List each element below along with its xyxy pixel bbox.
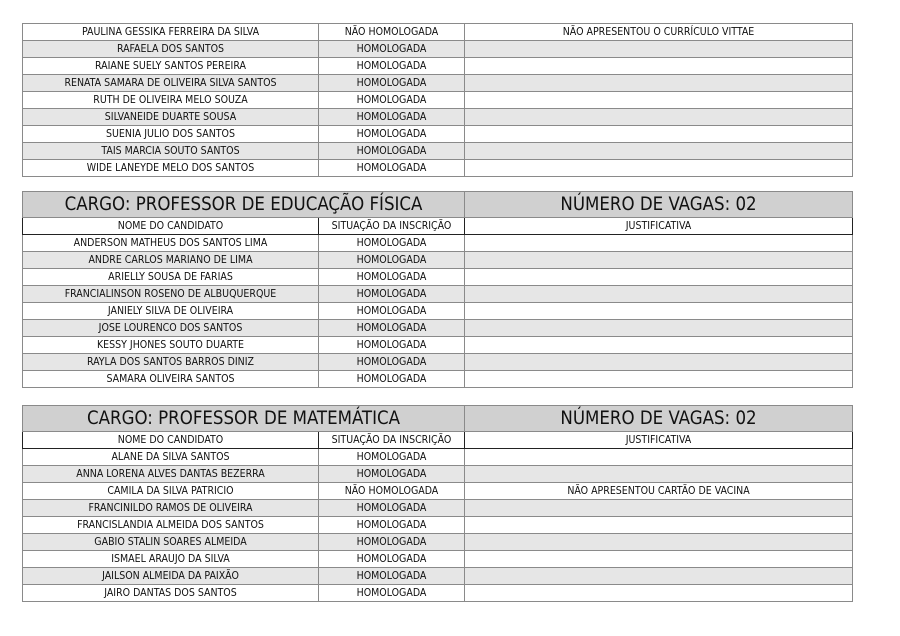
cell-registration-status: HOMOLOGADA: [319, 568, 465, 585]
column-header-name: NOME DO CANDIDATO: [23, 218, 319, 235]
cell-candidate-name: ANDRE CARLOS MARIANO DE LIMA: [23, 252, 319, 269]
cell-justification: [465, 337, 853, 354]
table-row: [23, 286, 853, 303]
cell-candidate-name: JOSE LOURENCO DOS SANTOS: [23, 320, 319, 337]
cell-registration-status: HOMOLOGADA: [319, 160, 465, 177]
cell-candidate-name: RAYLA DOS SANTOS BARROS DINIZ: [23, 354, 319, 371]
cell-registration-status: NÃO HOMOLOGADA: [319, 483, 465, 500]
table-row: [23, 160, 853, 177]
cell-candidate-name: FRANCIALINSON ROSENO DE ALBUQUERQUE: [23, 286, 319, 303]
cell-registration-status: HOMOLOGADA: [319, 269, 465, 286]
cell-justification: [465, 235, 853, 252]
cell-candidate-name: RAFAELA DOS SANTOS: [23, 41, 319, 58]
cell-candidate-name: ARIELLY SOUSA DE FARIAS: [23, 269, 319, 286]
cell-candidate-name: SAMARA OLIVEIRA SANTOS: [23, 371, 319, 388]
cell-justification: [465, 466, 853, 483]
table-row: [23, 92, 853, 109]
cell-registration-status: HOMOLOGADA: [319, 337, 465, 354]
cell-candidate-name: ALANE DA SILVA SANTOS: [23, 449, 319, 466]
cell-justification: [465, 143, 853, 160]
cell-justification: [465, 354, 853, 371]
table-row: [23, 143, 853, 160]
cell-registration-status: HOMOLOGADA: [319, 126, 465, 143]
table-row: [23, 551, 853, 568]
cell-registration-status: HOMOLOGADA: [319, 235, 465, 252]
cell-candidate-name: RUTH DE OLIVEIRA MELO SOUZA: [23, 92, 319, 109]
cell-justification: [465, 534, 853, 551]
table-row: [23, 517, 853, 534]
cell-registration-status: HOMOLOGADA: [319, 320, 465, 337]
cell-candidate-name: ISMAEL ARAUJO DA SILVA: [23, 551, 319, 568]
cell-candidate-name: RAIANE SUELY SANTOS PEREIRA: [23, 58, 319, 75]
table-row: [23, 449, 853, 466]
cell-registration-status: HOMOLOGADA: [319, 551, 465, 568]
table-row: [23, 354, 853, 371]
cell-registration-status: HOMOLOGADA: [319, 449, 465, 466]
table-row: [23, 303, 853, 320]
cell-justification: [465, 252, 853, 269]
column-header-name: NOME DO CANDIDATO: [23, 432, 319, 449]
cell-justification: [465, 92, 853, 109]
cell-candidate-name: TAIS MARCIA SOUTO SANTOS: [23, 143, 319, 160]
table-row: [23, 269, 853, 286]
cell-justification: [465, 500, 853, 517]
cell-registration-status: HOMOLOGADA: [319, 286, 465, 303]
cell-candidate-name: JAILSON ALMEIDA DA PAIXÃO: [23, 568, 319, 585]
cell-justification: [465, 126, 853, 143]
table-row: [23, 568, 853, 585]
cell-registration-status: HOMOLOGADA: [319, 466, 465, 483]
cell-justification: [465, 568, 853, 585]
column-header-row: [23, 432, 853, 449]
cell-justification: [465, 320, 853, 337]
table-body: [23, 24, 853, 177]
cell-candidate-name: SILVANEIDE DUARTE SOUSA: [23, 109, 319, 126]
table-row: [23, 109, 853, 126]
cell-candidate-name: ANNA LORENA ALVES DANTAS BEZERRA: [23, 466, 319, 483]
vagas-count: NÚMERO DE VAGAS: 02: [465, 192, 853, 218]
table-body: [23, 449, 853, 602]
cell-candidate-name: SUENIA JULIO DOS SANTOS: [23, 126, 319, 143]
column-header-status: SITUAÇÃO DA INSCRIÇÃO: [319, 218, 465, 235]
cell-registration-status: HOMOLOGADA: [319, 41, 465, 58]
cell-candidate-name: PAULINA GESSIKA FERREIRA DA SILVA: [23, 24, 319, 41]
cell-registration-status: HOMOLOGADA: [319, 500, 465, 517]
table-row: [23, 126, 853, 143]
cell-justification: [465, 551, 853, 568]
cell-registration-status: HOMOLOGADA: [319, 75, 465, 92]
cell-registration-status: HOMOLOGADA: [319, 252, 465, 269]
cell-registration-status: HOMOLOGADA: [319, 143, 465, 160]
table-row: [23, 500, 853, 517]
table-body: [23, 235, 853, 388]
section-header: [23, 192, 853, 218]
cell-candidate-name: JANIELY SILVA DE OLIVEIRA: [23, 303, 319, 320]
table-row: [23, 41, 853, 58]
cargo-title: CARGO: PROFESSOR DE MATEMÁTICA: [23, 406, 465, 432]
candidates-table-matematica: [22, 405, 853, 602]
cell-justification: [465, 75, 853, 92]
table-row: [23, 320, 853, 337]
column-header-justification: JUSTIFICATIVA: [465, 218, 853, 235]
cell-justification: [465, 286, 853, 303]
cell-candidate-name: ANDERSON MATHEUS DOS SANTOS LIMA: [23, 235, 319, 252]
cell-registration-status: HOMOLOGADA: [319, 517, 465, 534]
cell-justification: [465, 517, 853, 534]
cell-registration-status: NÃO HOMOLOGADA: [319, 24, 465, 41]
cell-registration-status: HOMOLOGADA: [319, 585, 465, 602]
cell-candidate-name: KESSY JHONES SOUTO DUARTE: [23, 337, 319, 354]
cell-registration-status: HOMOLOGADA: [319, 303, 465, 320]
cell-justification: [465, 303, 853, 320]
cell-justification: [465, 41, 853, 58]
cell-justification: [465, 109, 853, 126]
table-row: [23, 466, 853, 483]
table-row: [23, 371, 853, 388]
cell-registration-status: HOMOLOGADA: [319, 534, 465, 551]
cell-registration-status: HOMOLOGADA: [319, 58, 465, 75]
column-header-status: SITUAÇÃO DA INSCRIÇÃO: [319, 432, 465, 449]
table-row: [23, 337, 853, 354]
cell-registration-status: HOMOLOGADA: [319, 371, 465, 388]
table-row: [23, 235, 853, 252]
cell-candidate-name: FRANCISLANDIA ALMEIDA DOS SANTOS: [23, 517, 319, 534]
cell-justification: [465, 449, 853, 466]
cell-registration-status: HOMOLOGADA: [319, 92, 465, 109]
cell-justification: [465, 585, 853, 602]
table-row: [23, 534, 853, 551]
table-row: [23, 75, 853, 92]
cell-justification: [465, 371, 853, 388]
cell-justification: NÃO APRESENTOU O CURRÍCULO VITTAE: [465, 24, 853, 41]
cell-justification: [465, 58, 853, 75]
cell-justification: [465, 269, 853, 286]
cell-justification: [465, 160, 853, 177]
column-header-row: [23, 218, 853, 235]
cell-justification: NÃO APRESENTOU CARTÃO DE VACINA: [465, 483, 853, 500]
table-row: [23, 24, 853, 41]
vagas-count: NÚMERO DE VAGAS: 02: [465, 406, 853, 432]
table-row: [23, 58, 853, 75]
table-row: [23, 483, 853, 500]
cell-candidate-name: JAIRO DANTAS DOS SANTOS: [23, 585, 319, 602]
cell-registration-status: HOMOLOGADA: [319, 109, 465, 126]
cell-candidate-name: CAMILA DA SILVA PATRICIO: [23, 483, 319, 500]
cell-registration-status: HOMOLOGADA: [319, 354, 465, 371]
column-header-justification: JUSTIFICATIVA: [465, 432, 853, 449]
section-header: [23, 406, 853, 432]
table-row: [23, 252, 853, 269]
table-row: [23, 585, 853, 602]
cell-candidate-name: WIDE LANEYDE MELO DOS SANTOS: [23, 160, 319, 177]
cell-candidate-name: FRANCINILDO RAMOS DE OLIVEIRA: [23, 500, 319, 517]
cell-candidate-name: GABIO STALIN SOARES ALMEIDA: [23, 534, 319, 551]
cell-candidate-name: RENATA SAMARA DE OLIVEIRA SILVA SANTOS: [23, 75, 319, 92]
candidates-table-educacao-fisica: [22, 191, 853, 388]
cargo-title: CARGO: PROFESSOR DE EDUCAÇÃO FÍSICA: [23, 192, 465, 218]
candidates-table-continued: [22, 23, 853, 177]
